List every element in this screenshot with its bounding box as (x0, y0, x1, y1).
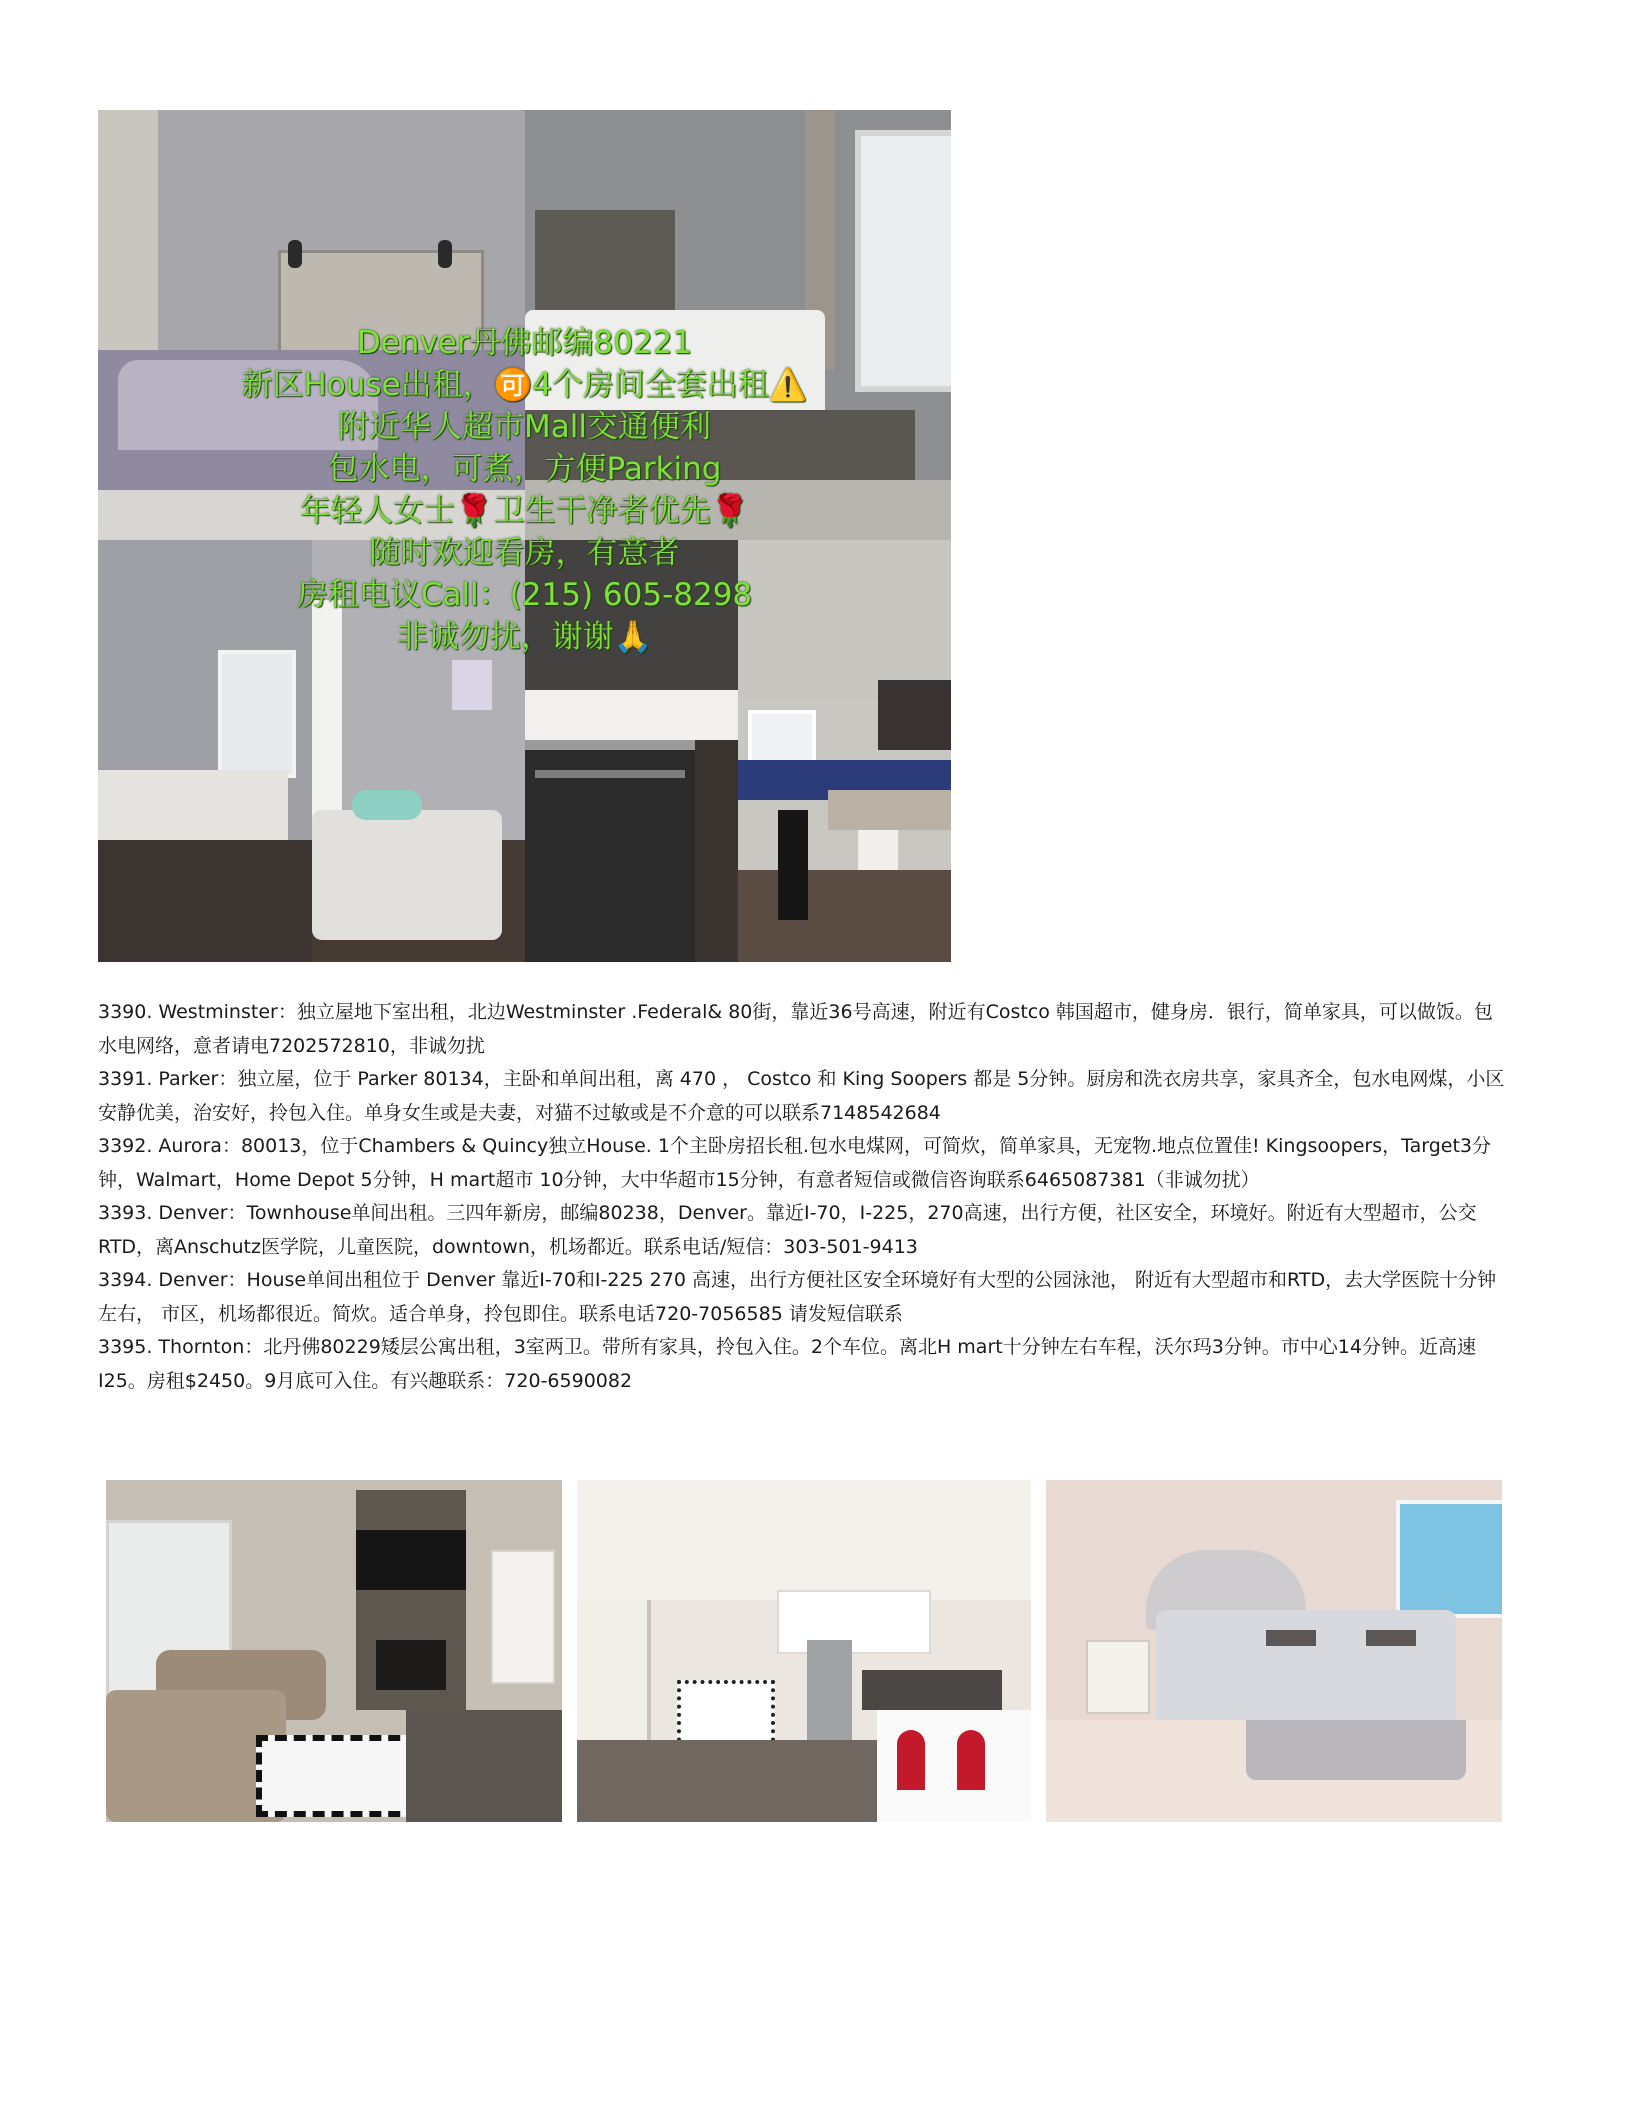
rental-collage-image (98, 110, 951, 962)
listing-3390: 3390. Westminster：独立屋地下室出租，北边Westminster .Federal& 80街，靠近36号高速，附近有Costco 韩国超市，健身房．银行，简单家具，可以做饭。包水电网络，意者请电7202572810，非诚勿扰 (98, 1001, 1493, 1057)
overlay-line-2: 新区House出租，🉑4个房间全套出租⚠️ (241, 367, 808, 403)
overlay-line-5: 年轻人女士🌹卫生干净者优先🌹 (299, 493, 750, 529)
collage-overlay-text (98, 322, 951, 658)
overlay-line-8: 非诚勿扰，谢谢🙏 (396, 619, 653, 655)
overlay-line-3: 附近华人超市Mall交通便利 (338, 409, 711, 445)
overlay-line-4: 包水电，可煮，方便Parking (327, 451, 722, 487)
rental-listings (98, 996, 1508, 1398)
kitchen-photo (577, 1480, 1031, 1822)
bedroom-photo (1046, 1480, 1502, 1822)
listing-3393: 3393. Denver：Townhouse单间出租。三四年新房，邮编80238，Denver。靠近I-70，I-225，270高速，出行方便，社区安全，环境好。附近有大型超市，公交RTD，离Anschutz医学院，儿童医院，downtown，机场都近。联系电话/短信：303-501-9413 (98, 1202, 1477, 1258)
listing-3394: 3394. Denver：House单间出租位于 Denver 靠近I-70和I-225 270 高速，出行方便社区安全环境好有大型的公园泳池， 附近有大型超市和RTD，去大学医院十分钟左右， 市区，机场都很近。简炊。适合单身，拎包即住。联系电话720-7056585 请发短信联系 (98, 1269, 1497, 1325)
listing-3395: 3395. Thornton：北丹佛80229矮层公寓出租，3室两卫。带所有家具，拎包入住。2个车位。离北H mart十分钟左右车程，沃尔玛3分钟。市中心14分钟。近高速I25。房租$2450。9月底可入住。有兴趣联系：720-6590082 (98, 1336, 1476, 1392)
living-room-photo (106, 1480, 562, 1822)
overlay-line-6: 随时欢迎看房，有意者 (369, 535, 680, 571)
listing-3391: 3391. Parker：独立屋，位于 Parker 80134，主卧和单间出租，离 470 ， Costco 和 King Soopers 都是 5分钟。厨房和洗衣房共享，家具齐全，包水电网煤，小区安静优美，治安好，拎包入住。单身女生或是夫妻，对猫不过敏或是不介意的可以联系7148542684 (98, 1068, 1505, 1124)
overlay-line-1: Denver丹佛邮编80221 (356, 325, 693, 361)
listing-3392: 3392. Aurora：80013，位于Chambers & Quincy独立House. 1个主卧房招长租.包水电煤网，可简炊，简单家具，无宠物.地点位置佳! Kingsoopers，Target3分钟，Walmart，Home Depot 5分钟，H mart超市 10分钟，大中华超市15分钟，有意者短信或微信咨询联系6465087381（非诚勿扰） (98, 1135, 1491, 1191)
overlay-line-7: 房租电议Call：(215) 605-8298 (296, 577, 753, 613)
